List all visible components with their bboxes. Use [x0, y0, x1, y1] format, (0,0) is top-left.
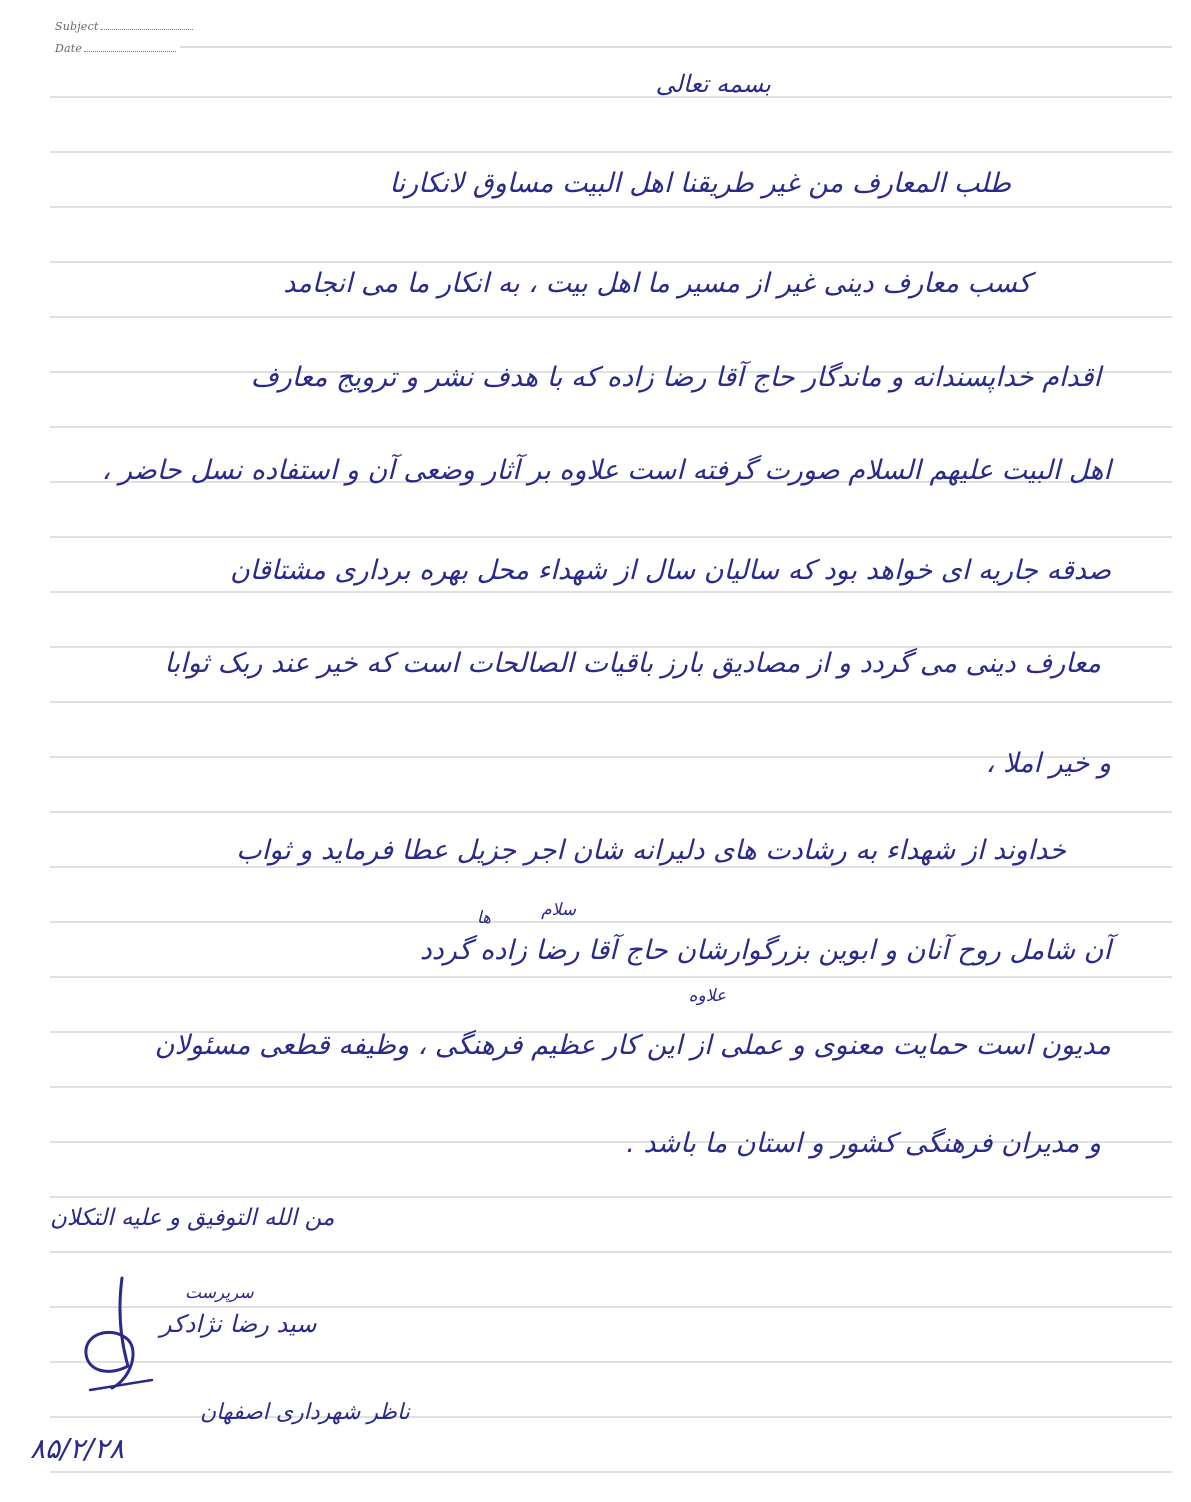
- date-label: [55, 42, 176, 55]
- letter-opening: بسمه تعالی: [655, 70, 771, 98]
- letter-line-6: معارف دینی می گردد و از مصادیق بارز باقیات الصالحات است که خیر عند ربک ثوابا: [164, 648, 1101, 679]
- letter-line-10: مدیون است حمایت معنوی و عملی از این کار عظیم فرهنگی ، وظیفه قطعی مسئولان: [154, 1030, 1111, 1061]
- signatory-title: سرپرست: [185, 1283, 254, 1303]
- letter-line-5: صدقه جاریه ای خواهد بود که سالیان سال از شهداء محل بهره برداری مشتاقان: [229, 555, 1111, 586]
- letter-closing: من الله التوفیق و علیه التکلان: [50, 1205, 335, 1231]
- letter-line-9: آن شامل روح آنان و ابوین بزرگوارشان حاج آقا رضا زاده گردد: [419, 935, 1111, 966]
- letter-line-11: و مدیران فرهنگی کشور و استان ما باشد .: [626, 1128, 1101, 1159]
- subject-label-text: Subject: [55, 20, 99, 33]
- signatory-name: سید رضا نژادکر: [160, 1310, 317, 1338]
- date-label-text: Date: [55, 42, 83, 55]
- signatory-role: ناظر شهرداری اصفهان: [200, 1400, 410, 1425]
- subject-label: [55, 20, 193, 33]
- signature-icon: [70, 1268, 160, 1398]
- letter-line-4: اهل البیت علیهم السلام صورت گرفته است علاوه بر آثار وضعی آن و استفاده نسل حاضر ،: [101, 455, 1111, 486]
- letter-line-3: اقدام خداپسندانه و ماندگار حاج آقا رضا زاده که با هدف نشر و ترویج معارف: [250, 362, 1101, 393]
- letter-line-2: کسب معارف دینی غیر از مسیر ما اهل بیت ، به انکار ما می انجامد: [283, 268, 1031, 299]
- letter-line-1: طلب المعارف من غیر طریقنا اهل البیت مساوق لانکارنا: [389, 168, 1011, 199]
- letter-line-8: خداوند از شهداء به رشادت های دلیرانه شان اجر جزیل عطا فرماید و ثواب: [236, 835, 1066, 866]
- interlinear-note-3: علاوه: [688, 986, 726, 1006]
- letter-date: ۸۵/۲/۲۸: [30, 1432, 125, 1465]
- interlinear-note-2: ها: [476, 908, 491, 928]
- interlinear-note-1: سلام: [541, 900, 576, 920]
- letter-line-7: و خیر املا ،: [985, 748, 1111, 779]
